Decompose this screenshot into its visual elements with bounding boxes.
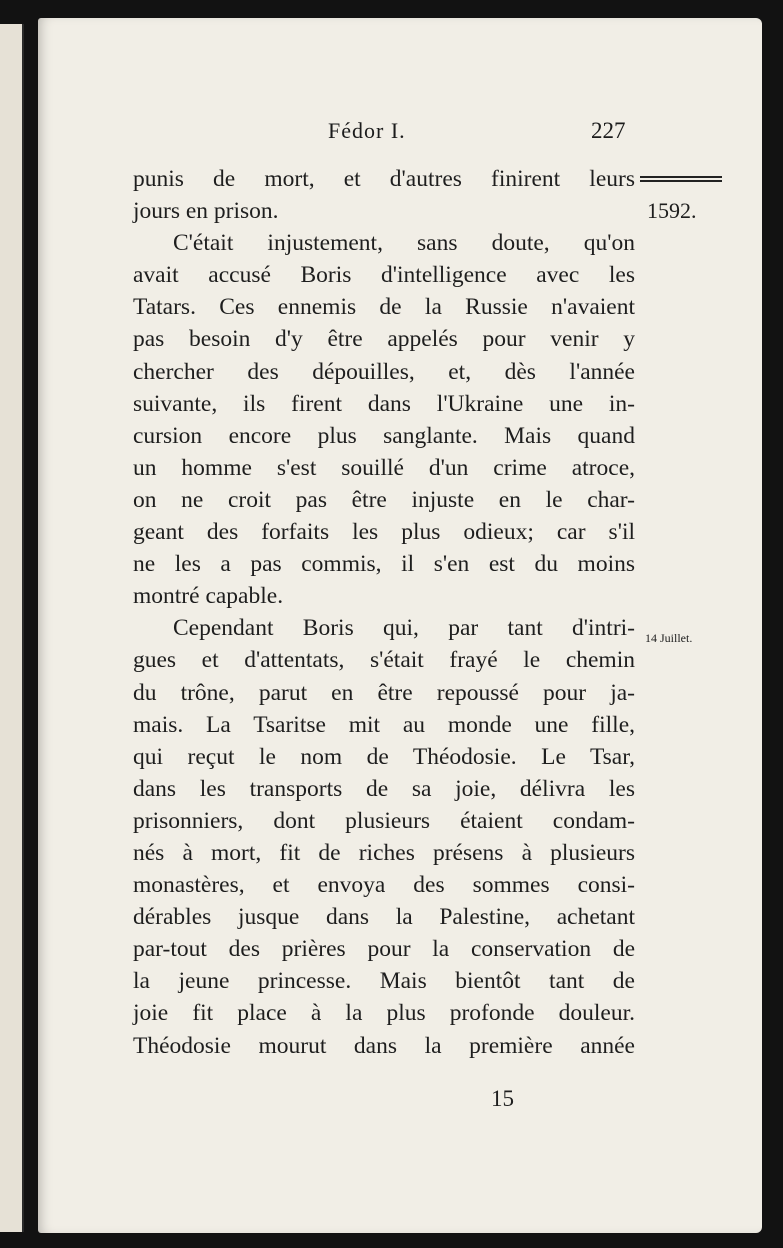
text-line: avait accusé Boris d'intelligence avec les (133, 262, 635, 289)
text-line: C'était injustement, sans doute, qu'on (173, 230, 635, 257)
body-text (133, 163, 635, 1062)
text-line: monastères, et envoya des sommes consi- (133, 872, 635, 899)
text-line: Tatars. Ces ennemis de la Russie n'avaient (133, 294, 635, 321)
margin-rule (640, 176, 722, 178)
text-line: mais. La Tsaritse mit au monde une fille, (133, 711, 635, 738)
text-line: qui reçut le nom de Théodosie. Le Tsar, (133, 743, 635, 770)
running-head-title: Fédor I. (328, 118, 406, 143)
text-line: Théodosie mourut dans la première année (133, 1032, 635, 1059)
text-line: gues et d'attentats, s'était frayé le chemin (133, 647, 635, 674)
text-line: prisonniers, dont plusieurs étaient condam- (133, 807, 635, 834)
text-line: punis de mort, et d'autres finirent leurs (133, 166, 635, 192)
text-line: on ne croit pas être injuste en le char- (133, 486, 635, 513)
text-line: montré capable. (133, 583, 284, 610)
facing-page-edge (0, 24, 24, 1232)
text-line: du trône, parut en être repoussé pour ja- (133, 679, 635, 706)
running-head (38, 118, 762, 150)
text-line: la jeune princesse. Mais bientôt tant de (133, 968, 635, 995)
text-line: dérables jusque dans la Palestine, achetant (133, 904, 635, 931)
text-line: joie fit place à la plus profonde douleur. (133, 1000, 635, 1027)
book-page (38, 18, 762, 1233)
text-line: cursion encore plus sanglante. Mais quand (133, 422, 635, 449)
text-line: ne les a pas commis, il s'en est du moins (133, 551, 635, 578)
signature-mark: 15 (491, 1086, 514, 1111)
text-line: geant des forfaits les plus odieux; car s'il (133, 519, 635, 546)
text-line: suivante, ils firent dans l'Ukraine une in- (133, 390, 635, 417)
margin-year: 1592. (647, 198, 697, 223)
page-number: 227 (591, 118, 626, 143)
text-line: jours en prison. (133, 198, 279, 225)
margin-date-note: 14 Juillet. (645, 631, 693, 645)
text-line: par-tout des prières pour la conservation de (133, 936, 635, 963)
margin-rule (640, 180, 722, 182)
text-line: chercher des dépouilles, et, dès l'année (133, 358, 635, 385)
text-line: nés à mort, fit de riches présens à plusieurs (133, 839, 635, 866)
text-line: pas besoin d'y être appelés pour venir y (133, 326, 635, 353)
text-line: Cependant Boris qui, par tant d'intri- (173, 615, 635, 642)
text-line: dans les transports de sa joie, délivra les (133, 775, 635, 802)
text-line: un homme s'est souillé d'un crime atroce, (133, 454, 635, 481)
